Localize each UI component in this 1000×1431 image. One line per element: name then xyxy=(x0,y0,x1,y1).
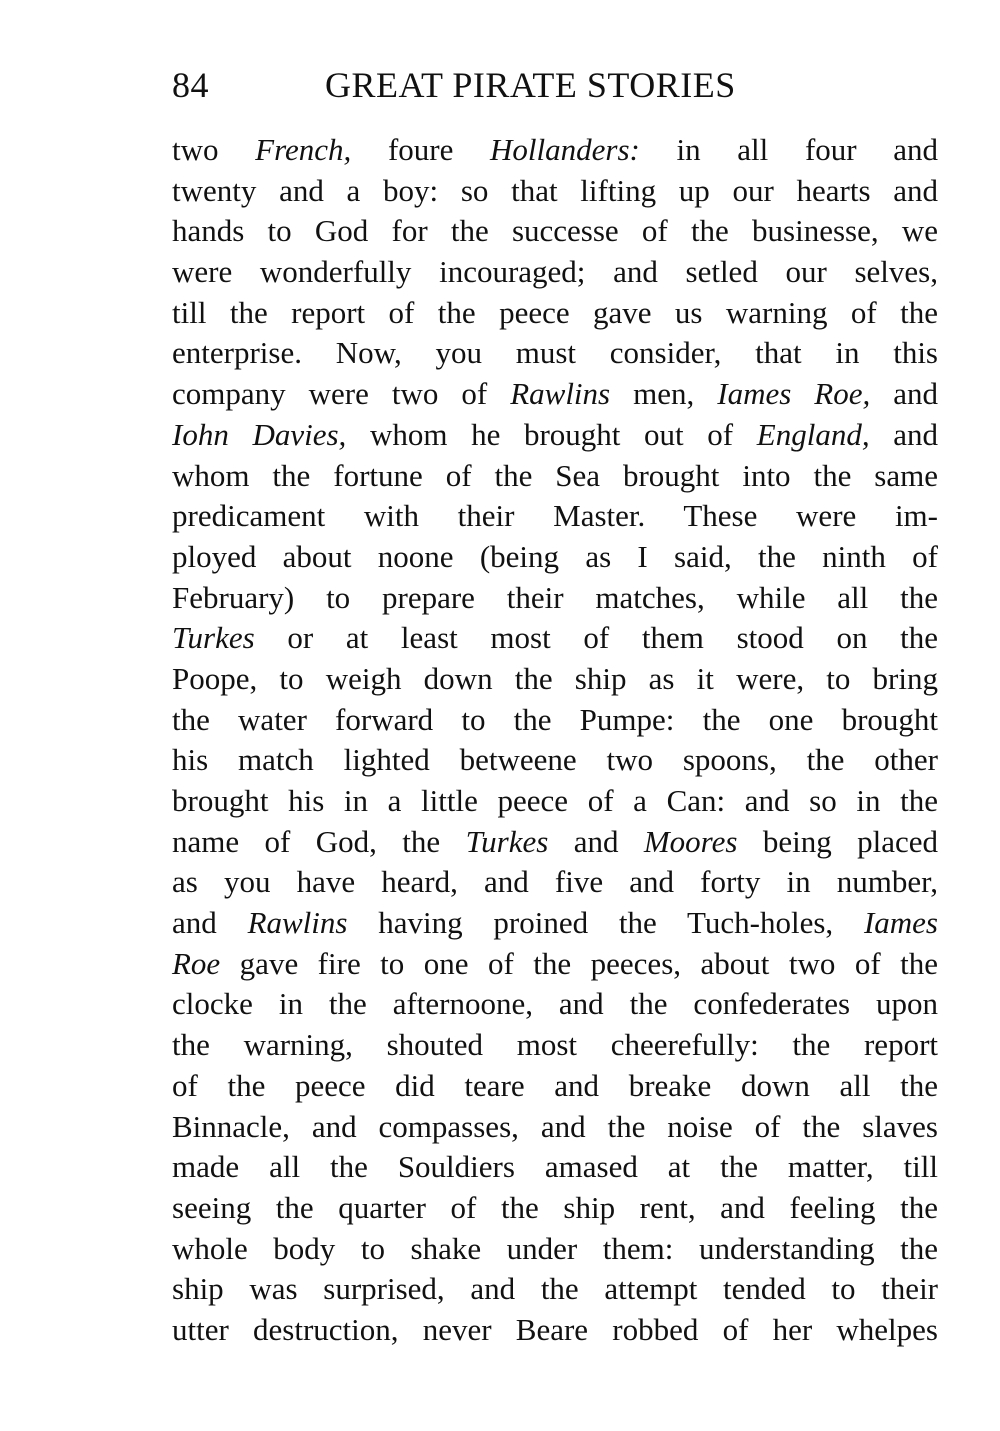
text-run: the water forward to the Pumpe: the one brought xyxy=(172,701,938,737)
text-run: having proined the Tuch-holes, xyxy=(347,905,864,941)
text-line xyxy=(172,822,938,863)
text-run: ployed about noone (being as I said, the ninth of xyxy=(172,538,938,574)
text-run: Poope, to weigh down the ship as it were, to bring xyxy=(172,660,938,696)
running-title: GREAT PIRATE STORIES xyxy=(325,65,736,105)
text-run: brought his in a little peece of a Can: and so in the xyxy=(172,783,938,818)
text-run: as you have heard, and five and forty in number, xyxy=(172,864,938,900)
text-run: his match lighted betweene two spoons, the other xyxy=(172,742,938,778)
text-run: whole body to shake under them: understanding the xyxy=(172,1230,938,1266)
text-run: the warning, shouted most cheerefully: the report xyxy=(172,1027,938,1063)
text-line xyxy=(172,618,938,659)
italic-text: Roe xyxy=(172,945,221,981)
text-line xyxy=(172,903,938,944)
text-run: clocke in the afternoone, and the confederates upon xyxy=(172,986,938,1022)
text-run: seeing the quarter of the ship rent, and feeling the xyxy=(172,1189,938,1225)
italic-text: Hollanders: xyxy=(490,132,640,167)
text-run: were wonderfully incouraged; and setled our selves, xyxy=(172,254,938,290)
text-run: company were two of xyxy=(172,376,511,412)
text-line xyxy=(172,1147,938,1188)
text-line xyxy=(172,537,938,578)
text-line xyxy=(172,252,938,293)
text-run: in all four and xyxy=(639,132,939,167)
text-run: and xyxy=(548,823,644,859)
text-line xyxy=(172,740,938,781)
text-line xyxy=(172,862,938,903)
text-line xyxy=(172,984,938,1025)
text-line xyxy=(172,456,938,497)
text-run: enterprise. Now, you must consider, that in this xyxy=(172,335,938,371)
text-run: made all the Souldiers amased at the matter, till xyxy=(172,1149,938,1185)
italic-text: Turkes xyxy=(172,620,255,656)
text-line xyxy=(172,496,938,537)
text-run: whom the fortune of the Sea brought into the same xyxy=(172,457,938,493)
italic-text: England, xyxy=(756,416,870,452)
text-line xyxy=(172,700,938,741)
text-run: and xyxy=(172,905,248,941)
text-run: whom he brought out of xyxy=(346,416,757,452)
text-line xyxy=(172,211,938,252)
text-run: and xyxy=(869,416,938,452)
text-run: or at least most of them stood on the xyxy=(254,620,938,656)
text-line xyxy=(172,415,938,456)
text-run: twenty and a boy: so that lifting up our hearts and xyxy=(172,172,938,208)
text-run: and xyxy=(870,376,938,412)
italic-text: Iames xyxy=(863,905,938,941)
italic-text: Moores xyxy=(643,823,738,859)
text-run: predicament with their Master. These were im- xyxy=(172,498,938,534)
text-line xyxy=(172,659,938,700)
italic-text: Rawlins xyxy=(247,905,348,941)
text-line xyxy=(172,1188,938,1229)
text-line xyxy=(172,578,938,619)
body-text xyxy=(172,130,938,1351)
italic-text: Turkes xyxy=(465,823,549,859)
text-line xyxy=(172,1229,938,1270)
page-header xyxy=(172,62,792,108)
text-run: till the report of the peece gave us warning of the xyxy=(172,294,938,330)
text-run: of the peece did teare and breake down all the xyxy=(172,1067,938,1103)
text-run: utter destruction, never Beare robbed of her whelpes xyxy=(172,1311,938,1347)
text-line xyxy=(172,130,938,171)
text-run: February) to prepare their matches, while all the xyxy=(172,579,938,615)
text-line xyxy=(172,1107,938,1148)
text-run: men, xyxy=(610,376,718,412)
text-line xyxy=(172,1066,938,1107)
text-line xyxy=(172,1269,938,1310)
text-line xyxy=(172,944,938,985)
text-line xyxy=(172,333,938,374)
text-line xyxy=(172,374,938,415)
text-run: foure xyxy=(351,132,491,167)
text-line xyxy=(172,171,938,212)
text-line xyxy=(172,1310,938,1351)
italic-text: Iohn Davies, xyxy=(172,416,347,452)
italic-text: French, xyxy=(255,132,352,167)
text-run: gave fire to one of the peeces, about two of the xyxy=(220,945,938,981)
text-line xyxy=(172,1025,938,1066)
italic-text: Iames Roe, xyxy=(717,376,871,412)
text-line xyxy=(172,293,938,334)
italic-text: Rawlins xyxy=(510,376,611,412)
text-run: ship was surprised, and the attempt tended to their xyxy=(172,1271,938,1307)
text-run: being placed xyxy=(737,823,938,859)
text-run: name of God, the xyxy=(172,823,466,859)
text-run: Binnacle, and compasses, and the noise of the slaves xyxy=(172,1108,938,1144)
text-run: two xyxy=(172,132,256,167)
text-line xyxy=(172,781,938,822)
page-number: 84 xyxy=(172,65,209,105)
text-run: hands to God for the successe of the businesse, we xyxy=(172,213,938,249)
